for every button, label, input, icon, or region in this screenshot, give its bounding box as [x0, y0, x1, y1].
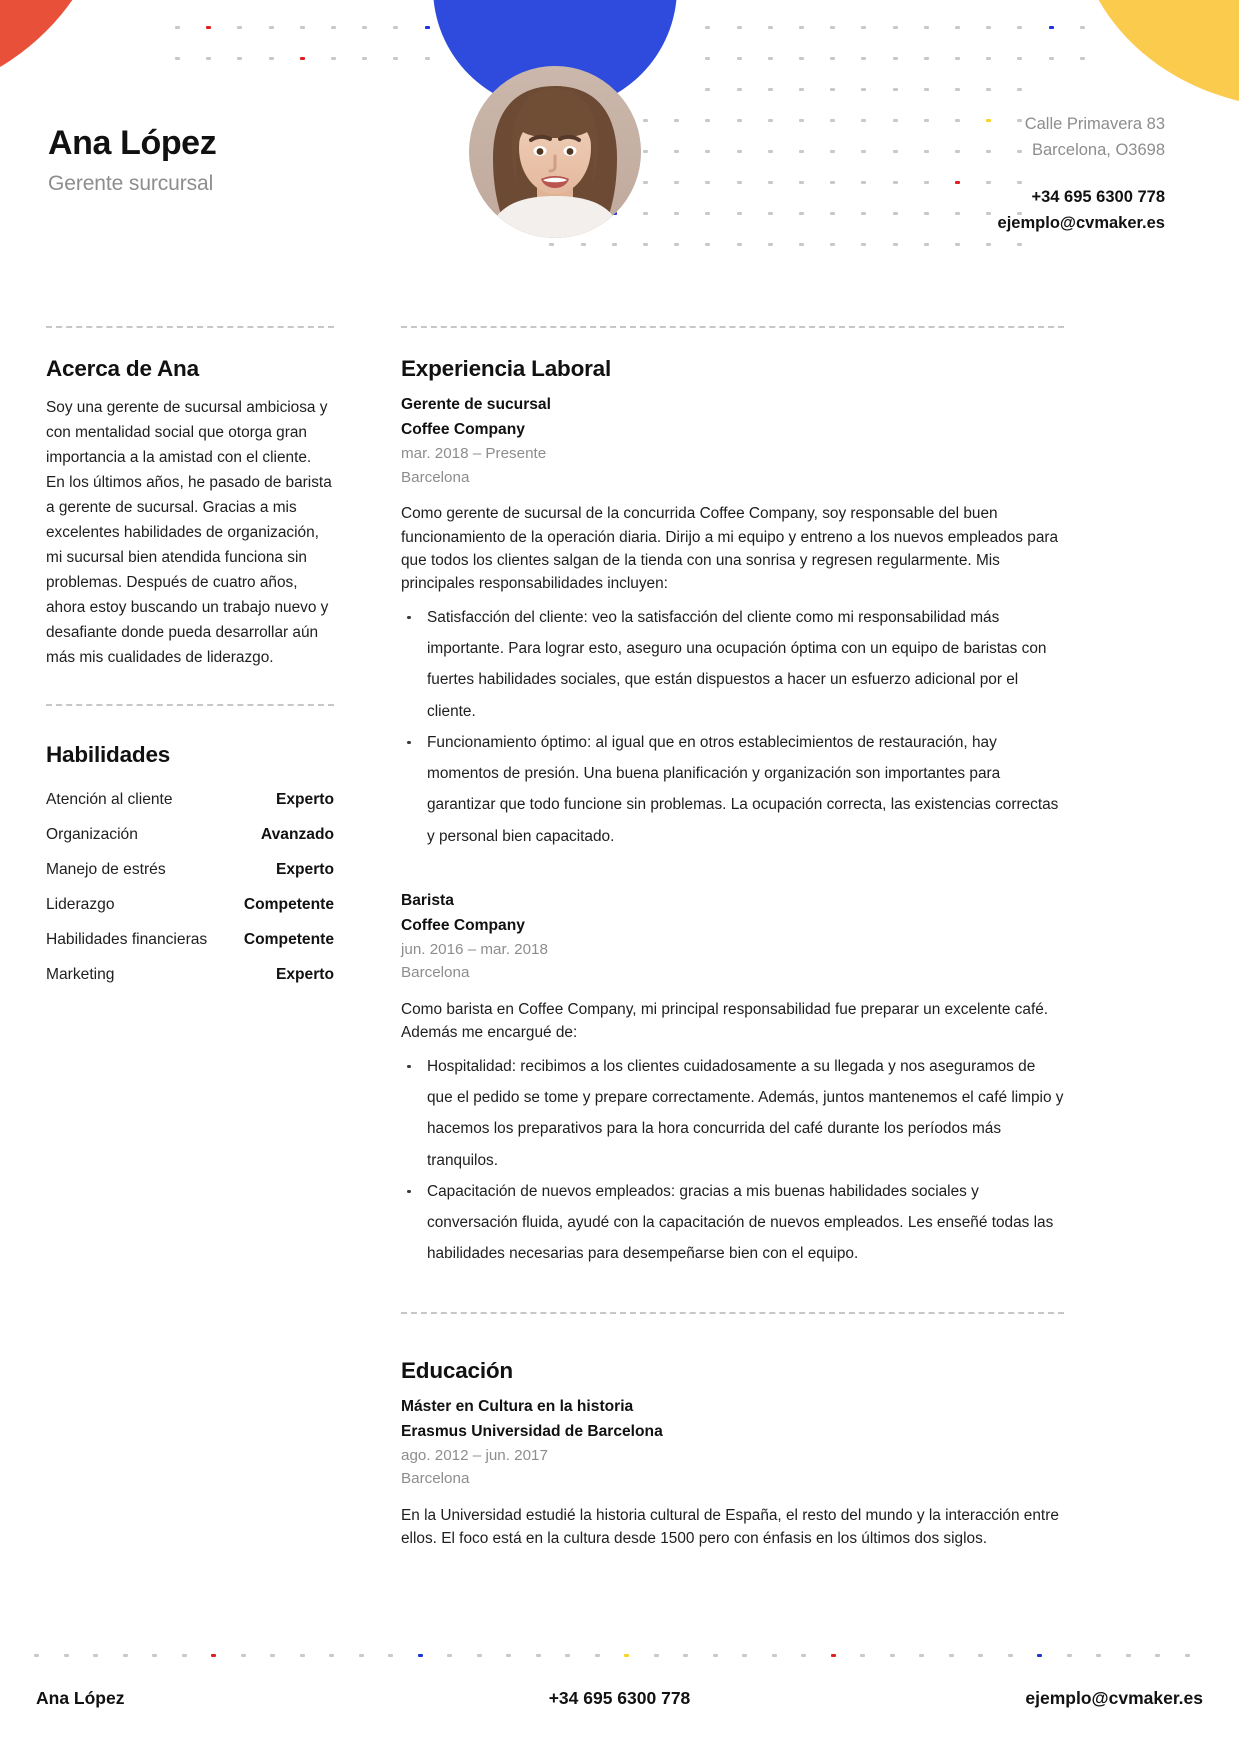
- entry-spacer: [401, 858, 1064, 892]
- skill-name: Organización: [46, 825, 138, 843]
- experience-list: [401, 396, 1064, 1270]
- skills-heading: Habilidades: [46, 742, 171, 768]
- decorative-dot: [772, 1654, 777, 1657]
- skill-row: [46, 852, 334, 887]
- phone-number[interactable]: +34 695 6300 778: [1031, 188, 1165, 207]
- cv-header: [0, 0, 1239, 300]
- avatar-illustration: [469, 66, 641, 238]
- footer-dot-pattern: [0, 1648, 1239, 1666]
- decorative-dot: [919, 1654, 924, 1657]
- divider-left-top: [46, 326, 334, 328]
- decorative-dot: [890, 1654, 895, 1657]
- decorative-dot: [595, 1654, 600, 1657]
- decorative-dot: [388, 1654, 393, 1657]
- skill-level: Experto: [275, 860, 334, 878]
- contact-block: [998, 112, 1165, 236]
- avatar: [469, 66, 641, 238]
- decorative-dot: [1067, 1654, 1072, 1657]
- decorative-dot: [860, 1654, 865, 1657]
- entry-description: Como barista en Coffee Company, mi principal responsabilidad fue preparar un excelente café. Además me encargué de:: [401, 1001, 1049, 1042]
- list-item: Satisfacción del cliente: veo la satisfacción del cliente como mi responsabilidad más importante. Para lograr esto, aseguro una ocupación óptima con un equipo de baristas con fuertes habilidades sociales, que están dispuestos a hacer un esfuerzo adicional por el cliente.: [401, 602, 1064, 727]
- skill-level: Avanzado: [260, 825, 334, 843]
- decorative-dot: [64, 1654, 69, 1657]
- decorative-dot: [182, 1654, 187, 1657]
- entry-description: Como gerente de sucursal de la concurrida Coffee Company, soy responsable del buen funcionamiento de la operación diaria. Dirijo a mi equipo y entreno a los nuevos empleados para que todos los clientes salgan de la tienda con una sonrisa y regresen regularmente. Mis principales responsabilidades incluyen:: [401, 505, 1059, 593]
- list-item: Capacitación de nuevos empleados: gracias a mis buenas habilidades sociales y conversación fluida, ayudé con la capacitación de nuevos empleados. Les enseñé todas las habilidades necesarias para desempeñarse bien con el equipo.: [401, 1176, 1064, 1270]
- divider-left-middle: [46, 704, 334, 706]
- decorative-dot: [506, 1654, 511, 1657]
- decorative-dot: [949, 1654, 954, 1657]
- decorative-dot: [683, 1654, 688, 1657]
- footer-name: Ana López: [36, 1688, 125, 1708]
- decorative-dot: [654, 1654, 659, 1657]
- decorative-dot: [123, 1654, 128, 1657]
- sidebar-column: [46, 356, 334, 992]
- skills-list: [46, 782, 334, 992]
- education-heading: Educación: [401, 1357, 513, 1383]
- decorative-dot: [211, 1654, 216, 1657]
- decorative-dot: [241, 1654, 246, 1657]
- entry-description: En la Universidad estudié la historia cultural de España, el resto del mundo y la interacción entre ellos. El foco está en la cultura desde 1500 pero con énfasis en los últimos dos siglos.: [401, 1506, 1059, 1548]
- experience-section: [401, 356, 1064, 1270]
- main-column: [401, 356, 1064, 1557]
- decorative-dot: [418, 1654, 423, 1657]
- entry-bullet-list: [401, 1051, 1064, 1270]
- skill-name: Habilidades financieras: [46, 930, 208, 948]
- decorative-dot: [477, 1654, 482, 1657]
- entry-organization: Coffee Company: [401, 916, 525, 934]
- skills-section: [46, 742, 334, 992]
- skill-row: [46, 817, 334, 852]
- address-line-2: Barcelona, O3698: [1031, 140, 1165, 159]
- experience-entry: [401, 892, 1064, 1270]
- skill-name: Atención al cliente: [46, 790, 173, 808]
- experience-entry: [401, 396, 1064, 852]
- decorative-dot: [742, 1654, 747, 1657]
- entry-location: Barcelona: [401, 964, 470, 982]
- decorative-dot: [1037, 1654, 1042, 1657]
- page-title: Ana López: [48, 124, 217, 162]
- list-item: Funcionamiento óptimo: al igual que en otros establecimientos de restauración, hay momentos de presión. Una buena planificación y organización son importantes para garantizar que todo funcione sin problemas. La ocupación correcta, las existencias correctas y personal bien capacitado.: [401, 727, 1064, 852]
- divider-right-top: [401, 326, 1064, 328]
- footer-phone[interactable]: +34 695 6300 778: [548, 1688, 691, 1708]
- list-item: Hospitalidad: recibimos a los clientes cuidadosamente a su llegada y nos aseguramos de que el pedido se tome y prepare correctamente. Además, juntos mantenemos el café limpio y hacemos los preparativos para la hora concurrida del café durante los períodos más tranquilos.: [401, 1051, 1064, 1176]
- entry-dates: mar. 2018 – Presente: [401, 445, 547, 462]
- decorative-dot: [801, 1654, 806, 1657]
- entry-location: Barcelona: [401, 468, 470, 486]
- skill-row: [46, 922, 334, 957]
- decorative-dot: [300, 1654, 305, 1657]
- education-list: [401, 1398, 1064, 1551]
- skill-level: Experto: [275, 790, 334, 808]
- footer-email[interactable]: ejemplo@cvmaker.es: [1025, 1688, 1203, 1708]
- address-line-1: Calle Primavera 83: [1024, 115, 1165, 133]
- decorative-dot: [831, 1654, 836, 1657]
- experience-entry: [401, 1398, 1064, 1551]
- entry-organization: Coffee Company: [401, 421, 525, 438]
- skill-level: Experto: [275, 965, 334, 983]
- decorative-dot: [34, 1654, 39, 1657]
- entry-location: Barcelona: [401, 1470, 470, 1488]
- decorative-dot: [447, 1654, 452, 1657]
- decorative-dot: [1126, 1654, 1131, 1657]
- decorative-dot: [1155, 1654, 1160, 1657]
- about-heading: Acerca de Ana: [46, 356, 199, 381]
- skill-name: Manejo de estrés: [46, 860, 166, 878]
- entry-dates: jun. 2016 – mar. 2018: [401, 940, 548, 958]
- decorative-dot: [329, 1654, 334, 1657]
- entry-title: Gerente de sucursal: [401, 396, 551, 413]
- decorative-dot: [93, 1654, 98, 1657]
- entry-title: Barista: [401, 891, 454, 909]
- entry-bullet-list: [401, 602, 1064, 852]
- divider-right-middle: [401, 1312, 1064, 1314]
- decorative-dot: [978, 1654, 983, 1657]
- entry-title: Máster en Cultura en la historia: [401, 1397, 634, 1415]
- about-text: Soy una gerente de sucursal ambiciosa y con mentalidad social que otorga gran importancia a la amistad con el cliente. En los últimos años, he pasado de barista a gerente de sucursal. Gracias a mis excelentes habilidades de organización, mi sucursal bien atendida funciona sin problemas. Después de cuatro años, ahora estoy buscando un trabajo nuevo y desafiante donde pueda desarrollar aún más mis cualidades de liderazgo.: [46, 399, 332, 666]
- decorative-dot: [359, 1654, 364, 1657]
- email-address[interactable]: ejemplo@cvmaker.es: [997, 213, 1165, 232]
- skill-row: [46, 782, 334, 817]
- cv-footer: [0, 1688, 1239, 1728]
- decorative-dot: [152, 1654, 157, 1657]
- decorative-dot: [565, 1654, 570, 1657]
- skill-level: Competente: [243, 895, 334, 913]
- decorative-dot: [1185, 1654, 1190, 1657]
- education-section: [401, 1358, 1064, 1551]
- skill-row: [46, 957, 334, 992]
- decorative-dot: [624, 1654, 629, 1657]
- about-section: [46, 356, 334, 670]
- skill-name: Liderazgo: [46, 895, 115, 913]
- entry-organization: Erasmus Universidad de Barcelona: [401, 1422, 663, 1440]
- experience-heading: Experiencia Laboral: [401, 356, 612, 381]
- skill-row: [46, 887, 334, 922]
- entry-dates: ago. 2012 – jun. 2017: [401, 1446, 548, 1464]
- skill-level: Competente: [243, 930, 334, 948]
- decorative-dot: [536, 1654, 541, 1657]
- decorative-dot: [1096, 1654, 1101, 1657]
- decorative-dot: [713, 1654, 718, 1657]
- decorative-dot: [270, 1654, 275, 1657]
- job-role-subtitle: Gerente surcursal: [48, 172, 214, 195]
- decorative-dot: [1008, 1654, 1013, 1657]
- skill-name: Marketing: [46, 965, 115, 983]
